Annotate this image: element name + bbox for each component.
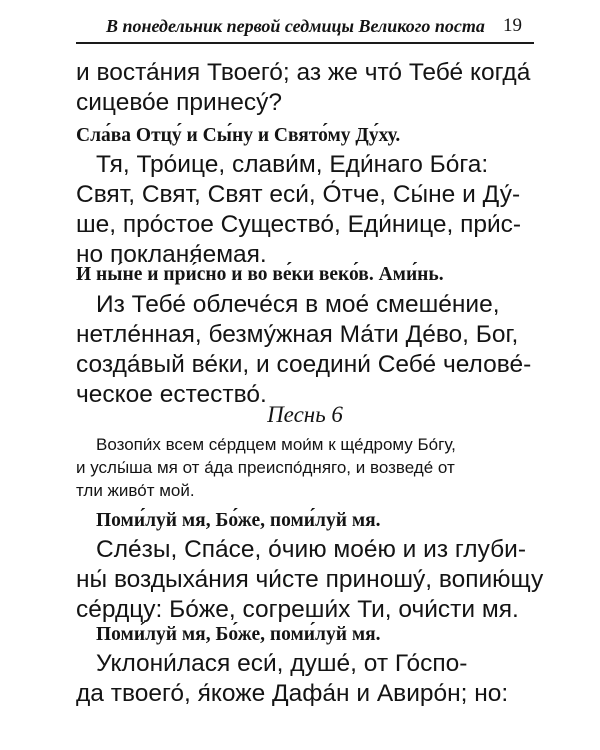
text-line: Тя, Тро́ице, слави́м, Еди́наго Бо́га: [96,151,489,178]
paragraph-3 [76,290,534,410]
text-line: и услы́ша мя от а́да преиспо́дняго, и возведе́ от [76,458,455,477]
paragraph-4 [76,535,544,625]
running-header [76,6,534,40]
text-line: Сле́зы, Спа́се, о́чию мое́ю и из глуби- [96,536,526,563]
rubric-line: Поми́луй мя, Бо́же, поми́луй мя. [96,510,381,531]
text-line: нетле́нная, безму́жная Ма́ти Де́во, Бог, [76,321,519,348]
rubric-line: И ны́не и при́сно и во ве́ки веко́в. Ами́нь. [76,264,444,285]
page-number: 19 [503,15,522,36]
refrain-2 [76,621,534,649]
ode-heading-block [76,400,534,430]
paragraph-2 [76,150,534,270]
paragraph-1 [76,58,534,118]
text-line: Уклони́лася еси́, душе́, от Го́спо- [96,650,468,677]
rubric-line: Поми́луй мя, Бо́же, поми́луй мя. [96,624,381,645]
ode-heading: Песнь 6 [267,402,343,427]
header-rule [76,42,534,44]
text-line: да твоего́, я́коже Дафа́н и Авиро́н; но: [76,680,509,707]
refrain-1 [76,507,534,535]
text-line: но покланя́емая. [76,241,267,268]
text-line: Из Тебе́ облече́ся в мое́ смеше́ние, [96,291,500,318]
text-line: ческое естество́. [76,381,267,408]
text-line: тли живо́т мой. [76,481,195,500]
text-line: ны́ воздыха́ния чи́сте приношу́, вопию́щу [76,566,544,593]
text-line: созда́вый ве́ки, и соедини́ Себе́ челове́- [76,351,532,378]
text-line: Свят, Свят, Свят еси́, О́тче, Сы́не и Ду́- [76,181,521,208]
doxology-2 [76,261,534,289]
doxology-1 [76,122,534,150]
text-line: и воста́ния Твоего́; аз же что́ Тебе́ когда́ [76,59,531,86]
text-line: ше, про́стое Существо́, Еди́нице, при́с- [76,211,522,238]
text-line: се́рдцу: Бо́же, согреши́х Ти, очи́сти мя. [76,596,519,623]
paragraph-5 [76,649,534,709]
text-line: сицево́е принесу́? [76,89,282,116]
irmos [76,433,534,502]
rubric-line: Сла́ва Отцу́ и Сы́ну и Свято́му Ду́ху. [76,125,401,146]
running-title: В понедельник первой седмицы Великого поста [106,16,485,36]
text-line: Возопи́х всем се́рдцем мои́м к ще́дрому Бо́гу, [96,435,456,454]
